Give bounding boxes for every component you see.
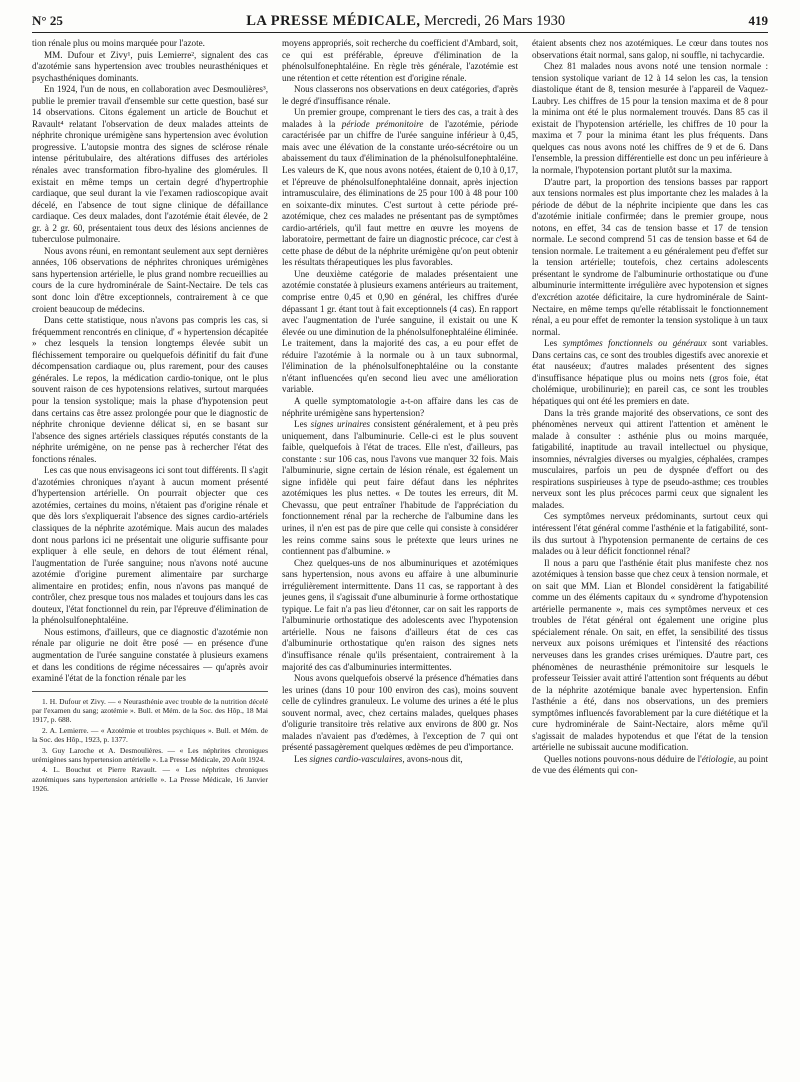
column-middle xyxy=(282,38,518,1074)
paragraph: tion rénale plus ou moins marquée pour l'azote. xyxy=(32,38,205,48)
footnote: 1. H. Dufour et Zivy. — « Neurasthénie avec trouble de la nutrition décelé par l'examen du sang; azotémie ». Bull. et Mém. de la Soc. des Hôp., 18 Mai 1917, p. 688. xyxy=(32,696,268,725)
paragraph: Ces symptômes nerveux prédominants, surtout ceux qui intéressent l'état général comme l'asthénie et la fatigabilité, sont-ils dus surtout à l'hypotension permanente de certains de ces malades ou à leur déficit fonctionnel rénal? xyxy=(532,511,768,557)
paragraph: Nous classerons nos observations en deux catégories, d'après le degré d'insuffisance rénale. xyxy=(282,84,518,106)
paragraph: Chez 81 malades nous avons noté une tension normale : tension systolique variant de 12 à 14 selon les cas, la tension diastolique étant de 8, tension mesurée à l'appareil de Vaquez-Laubry. Les chiffres de 15 pour la tension maxima et de 8 pour la minima ont été le plus normalement trouvés. Dans 85 cas il existait de l'hypotension artérielle, les chiffres de 10 pour la maxima et 7 pour la minima étant les plus fréquents. Dans quelques cas nous avons noté les chiffres de 9 et de 6. Dans l'ensemble, la pression différentielle est donc un peu inférieure à la normale, l'hypotension portant plutôt sur la maxima. xyxy=(532,61,768,176)
issue-date: Mercredi, 26 Mars 1930 xyxy=(424,12,566,29)
footnote: 4. L. Bouchut et Pierre Ravault. — « Les néphrites chroniques azotémiques sans hypertension artérielle ». La Presse Médicale, 16 Janvier 1926. xyxy=(32,765,268,794)
journal-title-line xyxy=(246,13,565,30)
paragraph: Nous avons réuni, en remontant seulement aux sept dernières années, 106 observations de néphrites chroniques urémigènes sans hypertension artérielle, le plus grand nombre recueillies au cours de la cure hydrominérale de Saint-Nectaire. De tels cas sont donc loin d'être exceptionnels, contrairement à ce que croient beaucoup de médecins. xyxy=(32,245,268,314)
paragraph: Dans cette statistique, nous n'avons pas compris les cas, si fréquemment rencontrés en clinique, d' « hypertension décapitée » chez lesquels la tension longtemps élevée subit un fléchissement temporaire ou quelquefois définitif du fait d'une décompensation cardiaque ou, plus rarement, pour des causes générales. Le repos, la médication cardio-tonique, ont le plus souvent raison de ces hypotensions relatives, surtout marquées pour la tension systolique; mais la phase d'hypotension peut dans certains cas être assez prolongée pour que le diagnostic de néphrite chronique devienne délicat si, en se basant sur l'absence des signes artériels classiques réputés constants de la néphrite urémigène, on ne pense pas à rechercher l'état des fonctions rénales. xyxy=(32,315,268,464)
paragraph: Dans la très grande majorité des observations, ce sont des phénomènes nerveux qui attirent l'attention et amènent le malade à consulter : asthénie plus ou moins marquée, fatigabilité, inaptitude au travail intellectuel ou physique, insomnies, névralgies diverses ou myalgies, céphalées, crampes musculaires, parfois un peu de dyspnée d'effort ou des respirations suspirieuses à type de pseudo-asthme; ces troubles nerveux sont les plus précoces parmi ceux que signalent les malades. xyxy=(532,407,768,510)
column-left xyxy=(32,38,268,1074)
page-number: 419 xyxy=(748,13,768,28)
paragraph: Chez quelques-uns de nos albuminuriques et azotémiques sans hypertension, nous avons eu affaire à une albuminurie irrégulièrement intermittente. Dans 11 cas, se rapportant à des jeunes gens, il s'agissait d'une albuminurie à forme orthostatique typique. Le fait n'a pas lieu d'étonner, car on sait les rapports de l'albuminurie orthostatique des adolescents avec l'hypotension artérielle. Nous ne faisons d'ailleurs état de ces cas d'albuminurie orthostatique qu'en raison des signes nets d'insuffisance rénale qu'ils présentaient, contrairement à la majorité des cas d'albuminuries intermittentes. xyxy=(282,557,518,672)
footnote: 2. A. Lemierre. — « Azotémie et troubles psychiques ». Bull. et Mém. de la Soc. des Hôp., 1923, p. 1377. xyxy=(32,725,268,745)
running-header xyxy=(32,10,768,33)
footnote: 3. Guy Laroche et A. Desmoulières. — « Les néphrites chroniques urémigènes sans hypertension artérielle ». La Presse Médicale, 20 Août 1924. xyxy=(32,745,268,765)
paragraph: D'autre part, la proportion des tensions basses par rapport aux tensions normales est plus importante chez les malades à la période de début de la néphrite incipiente que dans les cas d'azotémie initiale confirmée; dans le premier groupe, nous notons, en effet, 34 cas de tension basse et 17 de tension normale. Le second comprend 51 cas de tension basse et 64 de tension normale. Le traitement a eu généralement peu d'effet sur la tension artérielle; toutefois, chez certains adolescents présentant le syndrome de l'albuminurie orthostatique ou d'une albuminurie intermittente irrégulière avec hypotension et signes d'excrétion azotée déficitaire, la cure hydrominérale de Saint-Nectaire, en même temps qu'elle rétablissait le fonctionnement rénal, a eu pour effet de remonter la tension systolique à un taux normal. xyxy=(532,176,768,337)
paragraph: Les cas que nous envisageons ici sont tout différents. Il s'agit d'azotémies chroniques n'ayant à aucun moment présenté d'hypertension artérielle. On pourrait objecter que ces azotémies, certaines du moins, n'étaient pas d'origine rénale et que dès lors s'expliquerait l'absence des signes cardio-artériels classiques de la néphrite azotémique. Mais aucun des malades dont nous parlons ici ne présentait une oligurie suffisante pour expliquer à elle seule, en dehors de tout élément rénal, l'augmentation de l'urée sanguine; nous n'avons noté aucune azotémie d'origine purement alimentaire par surcharge alimentaire en protides; enfin, nous n'avons pas manqué de contrôler, chez presque tous nos malades et toujours dans les cas douteux, l'état fonctionnel du rein, par l'épreuve d'élimination de la phénolsulfonephtaléine. xyxy=(32,465,268,626)
italic-term: signes cardio-vasculaires xyxy=(309,753,403,764)
paragraph: En 1924, l'un de nous, en collaboration avec Desmoulières³, publie le premier travail d'ensemble sur cette question, basé sur 14 observations. Citons également un article de Bouchut et Ravault⁴ relatant l'observation de deux malades atteints de néphrite chronique urémigène sans hypertension avec évolution progressive. L'autopsie montra des signes de sclérose rénale intense péritubulaire, des altérations diffuses des artérioles rénales avec transformation fibro-hyaline des glomérules. Il existait en même temps un certain degré d'hypertrophie cardiaque, que seul durant la vie l'examen radioscopique avait décelé, en l'absence de tout signe clinique de défaillance cardiaque. Ces deux malades, dont l'azotémie était élevée, de 2 gr. à 2 gr. 60, présentaient tous deux des lésions anciennes de tuberculose pulmonaire. xyxy=(32,84,268,245)
paragraph: Quelles notions pouvons-nous déduire de l'étiologie, au point de vue des éléments qui con- xyxy=(532,753,768,776)
paragraph: Nous avons quelquefois observé la présence d'hématies dans les urines (dans 10 pour 100 environ des cas), moins souvent celle de cylindres granuleux. Le volume des urines a été le plus souvent normal, avec, chez certains malades, quelques phases d'oligurie transitoire très relative aux environs de 800 gr. Nos malades n'avaient pas d'œdèmes, à l'exception de 7 qui ont présenté passagèrement quelques œdèmes de peu d'importance. xyxy=(282,673,518,753)
paragraph: Il nous a paru que l'asthénie était plus manifeste chez nos azotémiques à tension basse que chez ceux à tension normale, et on sait que MM. Lian et Blondel considèrent la fatigabilité comme un des éléments capitaux du « syndrome d'hypotension artérielle permanente », mais ces symptômes nerveux et ces troubles de l'état général ont également une origine plus spécialement rénale. On sait, en effet, la sensibilité des tissus nerveux aux poisons urémiques et l'intensité des réactions nerveuses dans les grandes crises urémiques. D'autre part, ces phénomènes de neurasthénie prémonitoire sur lesquels le professeur Teissier avait attiré l'attention sont fréquents au début de la néphrite azotémique banale avec hypertension. Enfin l'asthénie a été, dans nos observations, un des premiers symptômes influencés favorablement par la cure diététique et la cure hydrominérale de Saint-Nectaire, alors même qu'il s'agissait de malades hypotendus et que l'état de la tension artérielle ne subissait aucune modification. xyxy=(532,557,768,753)
journal-name: LA PRESSE MÉDICALE, xyxy=(246,12,421,29)
paragraph: Les signes urinaires consistent généralement, et à peu près uniquement, dans l'albuminurie. Celle-ci est le plus souvent faible, quelquefois à l'état de traces. Elle n'est, d'ailleurs, pas constante : sur 106 cas, nous l'avons vue manquer 32 fois. Mais l'albuminurie, signe certain de lésion rénale, est également un signe infidèle qui peut faire défaut dans les néphrites azotémiques les plus nettes. « De toutes les erreurs, dit M. Chevassu, que peut entraîner l'habitude de l'appréciation du fonctionnement rénal par la recherche de l'albumine dans les urines, il n'en est pas de pire que celle qui consiste à considérer les reins comme sains sous le prétexte que leurs urines ne contiennent pas d'albumine. » xyxy=(282,419,518,557)
footnotes xyxy=(32,691,268,794)
paragraph: A quelle symptomatologie a-t-on affaire dans les cas de néphrite urémigène sans hypertension? xyxy=(282,395,518,418)
issue-number: N° 25 xyxy=(32,13,63,28)
column-right xyxy=(532,38,768,1074)
italic-term: symptômes fonctionnels ou généraux xyxy=(562,338,707,349)
paragraph: Nous estimons, d'ailleurs, que ce diagnostic d'azotémie non rénale par oligurie ne doit être posé — en présence d'une augmentation de l'urée sanguine constatée à plusieurs examens et dans les conditions de régime nécessaires — qu'après avoir examiné l'état de la fonction rénale par les xyxy=(32,626,268,684)
paragraph: Les signes cardio-vasculaires, avons-nous dit, xyxy=(294,753,463,764)
paragraph: étaient absents chez nos azotémiques. Le cœur dans toutes nos observations était normal, sans galop, ni souffle, ni tachycardie. xyxy=(532,38,768,60)
paragraph: Les symptômes fonctionnels ou généraux sont variables. Dans certains cas, ce sont des troubles digestifs avec anorexie et état nauséeux; d'autres malades présentent des signes d'insuffisance hépatique plus ou moins nets (gros foie, état cholémique, urobilinurie); en pareil cas, ce sont les troubles hépatiques qui ont été les premiers en date. xyxy=(532,338,768,406)
italic-term: étiologie xyxy=(701,753,734,764)
paragraph: MM. Dufour et Zivy¹, puis Lemierre², signalent des cas d'azotémie sans hypertension avec troubles neurasthéniques et psychasthéniques dominants. xyxy=(32,49,268,83)
article-columns xyxy=(32,38,768,1074)
italic-term: période prémonitoire xyxy=(341,118,424,129)
italic-term: signes urinaires xyxy=(310,419,371,430)
paragraph: moyens appropriés, soit recherche du coefficient d'Ambard, soit, ce qui est préférable, épreuve d'élimination de la phénolsulfonephtaléine. En règle très générale, l'azotémie est une rétention et cette rétention est d'origine rénale. xyxy=(282,38,518,83)
paragraph: Un premier groupe, comprenant le tiers des cas, a trait à des malades à la période prémonitoire de l'azotémie, période caractérisée par un chiffre de l'urée sanguine inférieur à 0,45, mais avec une élévation de la constante uréo-sécrétoire ou un abaissement du taux d'élimination de la phénolsulfonephtaléine. Les valeurs de K, que nous avons notées, étaient de 0,10 à 0,17, et l'épreuve de phénolsulfonephtaléine donnait, après injection intramusculaire, des éliminations de 25 pour 100 à 48 pour 100 en soixante-dix minutes. C'est surtout à cette période pré-azotémique, chez ces malades ne présentant pas de symptômes cardio-artériels, qu'il faut mettre en œuvre les moyens de laboratoire, permettant de faire un diagnostic précoce, car c'est à cette phase de début de la néphrite urémigène qu'on peut obtenir les résultats thérapeutiques les plus favorables. xyxy=(282,107,518,268)
paragraph: Une deuxième catégorie de malades présentaient une azotémie constatée à plusieurs examens antérieurs au traitement, comprise entre 0,45 et 0,90 en général, les chiffres d'urée dépassant 1 gr. étant tout à fait exceptionnels (4 cas). En rapport avec l'augmentation de l'urée sanguine, il existait ou une K élevée ou une diminution de la phénolsulfonephtaléine éliminée. Le traitement, dans la majorité des cas, a eu pour effet de réduire l'azotémie à la normale ou à un taux subnormal, l'élimination de la phénolsulfonephtaléine ou la constante n'étant influencées qu'en second lieu avec une amélioration variable. xyxy=(282,268,518,395)
